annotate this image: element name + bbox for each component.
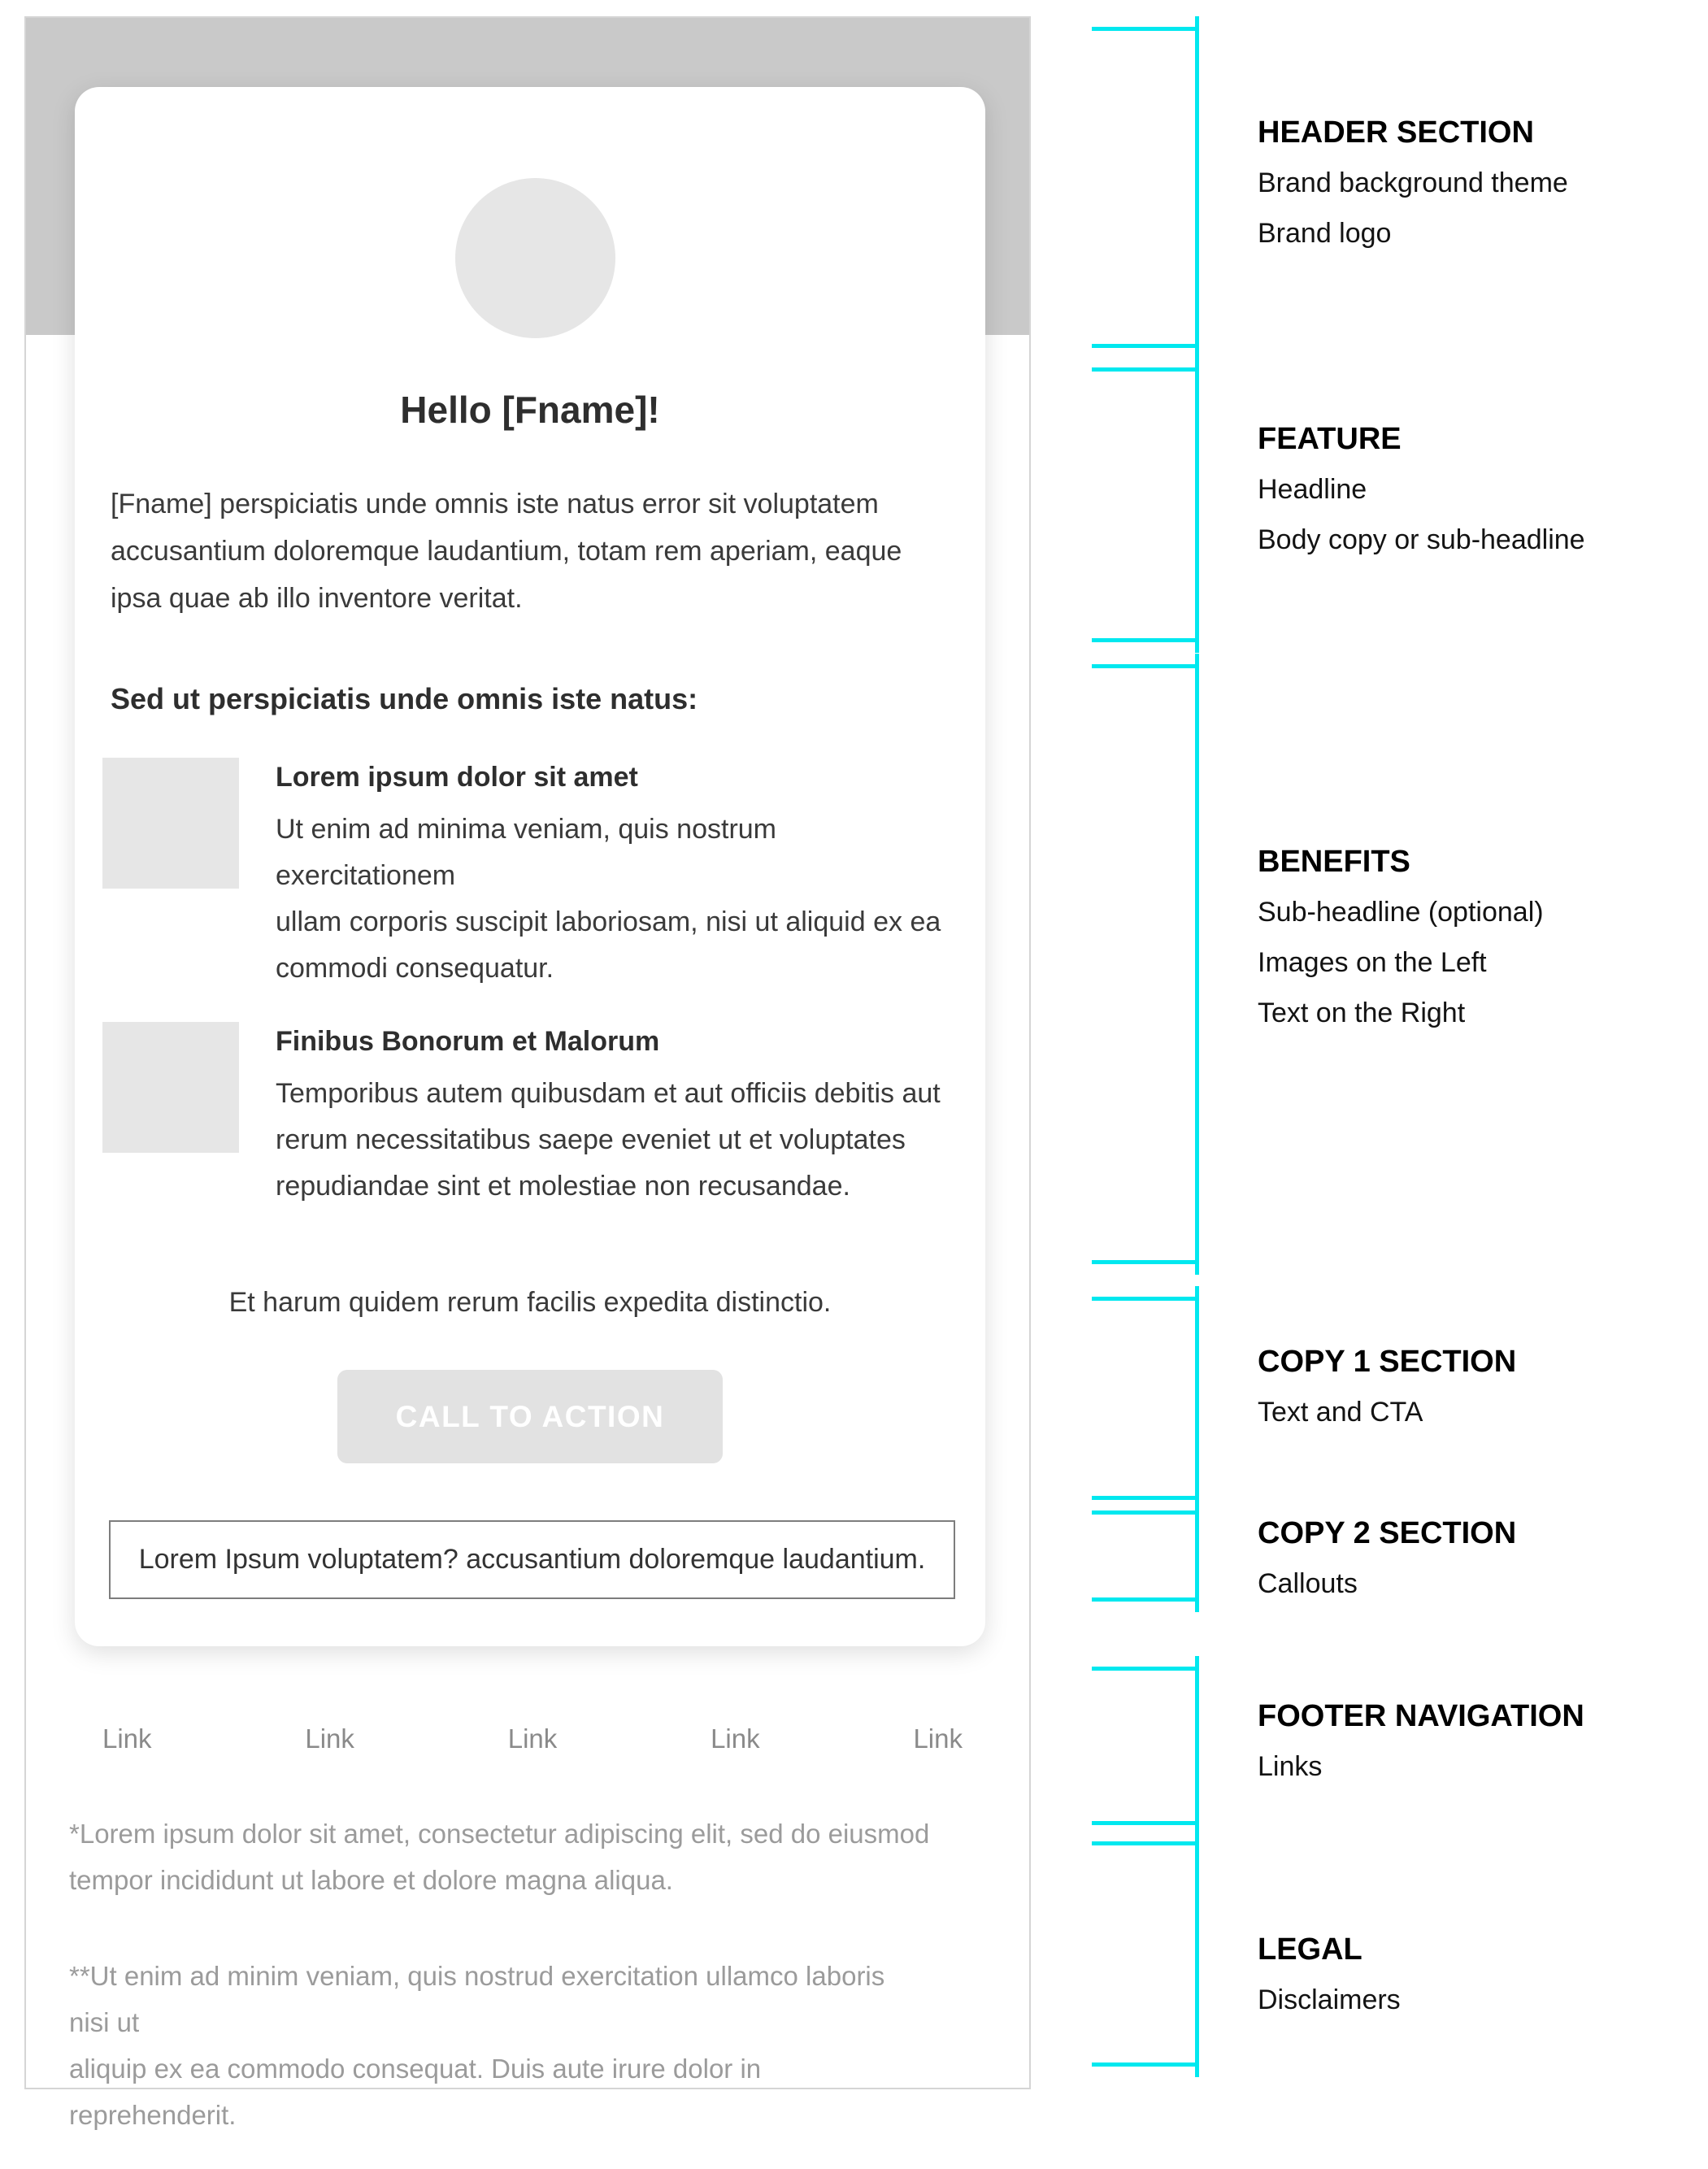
annotation-title: HEADER SECTION (1258, 115, 1534, 150)
legal-disclaimer (69, 1953, 931, 2138)
benefit-body (276, 1071, 942, 1210)
annotation-line: Images on the Left (1258, 947, 1487, 978)
annotation-line: Links (1258, 1751, 1323, 1782)
section-bracket-copy1 (1092, 1297, 1199, 1500)
benefit-body-line: commodi consequatur. (276, 953, 554, 984)
section-bracket-feature (1092, 367, 1199, 642)
annotation-copy1-section (1258, 1337, 1697, 1437)
benefit-body-line: rerum necessitatibus saepe eveniet ut et voluptates (276, 1124, 906, 1155)
annotation-benefits (1258, 837, 1697, 1038)
section-bracket-header (1092, 27, 1199, 348)
benefit-image-placeholder (102, 758, 239, 889)
footer-link[interactable]: Link (102, 1723, 152, 1754)
annotation-line: Brand logo (1258, 218, 1392, 249)
legal-line: aliquip ex ea commodo consequat. Duis aute irure dolor in reprehenderit. (69, 2054, 762, 2130)
annotation-title: COPY 2 SECTION (1258, 1516, 1517, 1550)
legal-line: *Lorem ipsum dolor sit amet, consectetur adipiscing elit, sed do eiusmod (69, 1819, 930, 1849)
footer-link[interactable]: Link (507, 1723, 558, 1754)
section-bracket-copy2 (1092, 1510, 1199, 1602)
annotation-copy2-section (1258, 1508, 1697, 1609)
annotation-line: Callouts (1258, 1568, 1358, 1599)
intro-line: accusantium doloremque laudantium, totam rem aperiam, eaque (111, 536, 902, 567)
annotation-line: Disclaimers (1258, 1984, 1401, 2015)
benefit-title: Lorem ipsum dolor sit amet (276, 762, 638, 793)
email-card (75, 87, 985, 1646)
benefit-image-placeholder (102, 1022, 239, 1153)
annotation-legal (1258, 1924, 1697, 2025)
brand-logo-placeholder (455, 178, 615, 338)
section-bracket-legal (1092, 1841, 1199, 2067)
intro-line: ipsa quae ab illo inventore veritat. (111, 583, 523, 614)
annotation-line: Body copy or sub-headline (1258, 524, 1585, 555)
annotation-feature (1258, 414, 1697, 565)
annotation-line: Text and CTA (1258, 1397, 1423, 1428)
benefit-text (276, 1022, 942, 1210)
annotation-header-section (1258, 107, 1697, 259)
legal-line: **Ut enim ad minim veniam, quis nostrud exercitation ullamco laboris nisi ut (69, 1961, 885, 2037)
annotation-title: BENEFITS (1258, 845, 1410, 879)
benefit-body-line: Ut enim ad minima veniam, quis nostrum exercitationem (276, 814, 777, 891)
annotation-line: Text on the Right (1258, 998, 1466, 1028)
benefit-body (276, 806, 942, 992)
annotation-title: FOOTER NAVIGATION (1258, 1699, 1584, 1733)
legal-disclaimer (69, 1810, 931, 1903)
annotation-title: FEATURE (1258, 422, 1402, 456)
intro-line: [Fname] perspiciatis unde omnis iste natus error sit voluptatem (111, 489, 879, 519)
email-preview-panel (24, 16, 1031, 2130)
annotation-title: LEGAL (1258, 1932, 1362, 1967)
annotation-line: Brand background theme (1258, 167, 1568, 198)
callout-box: Lorem Ipsum voluptatem? accusantium doloremque laudantium. (109, 1520, 955, 1599)
email-headline: Hello [Fname]! (400, 389, 660, 431)
annotation-line: Sub-headline (optional) (1258, 897, 1544, 928)
benefit-text (276, 758, 942, 992)
annotation-line: Headline (1258, 474, 1367, 505)
annotation-footer-navigation (1258, 1691, 1697, 1792)
footer-navigation (102, 1723, 963, 1755)
email-intro-paragraph (111, 480, 932, 622)
benefits-subheadline: Sed ut perspiciatis unde omnis iste natus: (111, 682, 698, 715)
footer-link[interactable]: Link (305, 1723, 354, 1754)
copy1-text: Et harum quidem rerum facilis expedita distinctio. (228, 1287, 832, 1318)
footer-link[interactable]: Link (913, 1723, 963, 1754)
call-to-action-button[interactable]: CALL TO ACTION (337, 1370, 723, 1463)
footer-link[interactable]: Link (711, 1723, 760, 1754)
benefit-title: Finibus Bonorum et Malorum (276, 1026, 660, 1057)
benefit-body-line: Temporibus autem quibusdam et aut officiis debitis aut (276, 1078, 941, 1109)
benefit-body-line: ullam corporis suscipit laboriosam, nisi ut aliquid ex ea (276, 906, 941, 937)
annotation-title: COPY 1 SECTION (1258, 1345, 1517, 1379)
section-bracket-footer-nav (1092, 1667, 1199, 1825)
section-bracket-benefits (1092, 664, 1199, 1264)
benefit-body-line: repudiandae sint et molestiae non recusandae. (276, 1171, 850, 1202)
legal-line: tempor incididunt ut labore et dolore magna aliqua. (69, 1865, 673, 1895)
